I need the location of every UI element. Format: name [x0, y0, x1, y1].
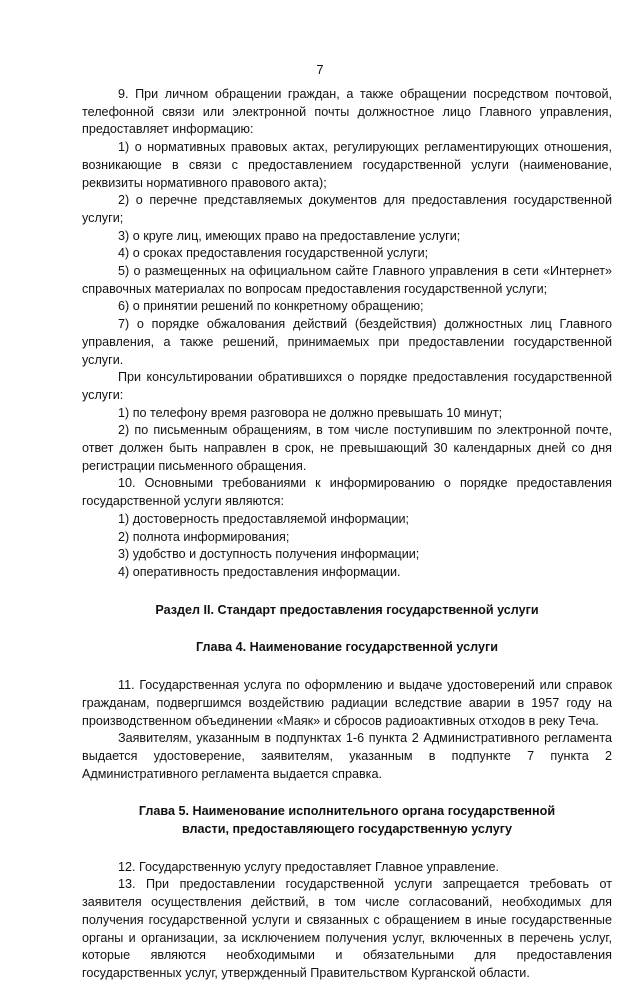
chapter-heading: Глава 4. Наименование государственной услуги [196, 640, 498, 655]
list-item: 4) оперативность предоставления информации. [118, 564, 401, 579]
document-body [82, 86, 612, 983]
list-item: 1) достоверность предоставляемой информации; [118, 511, 410, 526]
list-item: 4) о сроках предоставления государственной услуги; [118, 246, 429, 261]
chapter-heading-line: Глава 5. Наименование исполнительного органа государственной [138, 804, 556, 819]
paragraph: Заявителям, указанным в подпунктах 1-6 пункта 2 Административного регламента выдается удостоверение, заявителям, указанным в подпункте 7 пункта 2 Административного регламента выдается справка. [82, 731, 612, 781]
list-item: 2) по письменным обращениям, в том числе поступившим по электронной почте, ответ должен быть направлен в срок, не превышающий 30 календарных дней со дня регистрации письменного обращения. [82, 423, 612, 473]
chapter-heading-line: власти, предоставляющего государственную услугу [181, 822, 513, 837]
paragraph: При консультировании обратившихся о порядке предоставления государственной услуги: [82, 370, 612, 402]
section-heading: Раздел II. Стандарт предоставления государственной услуги [155, 602, 539, 617]
list-item: 2) полнота информирования; [118, 529, 290, 544]
list-item: 6) о принятии решений по конкретному обращению; [118, 299, 424, 314]
paragraph: 10. Основными требованиями к информированию о порядке предоставления государственной услуги являются: [82, 476, 612, 509]
page-number: 7 [316, 62, 324, 77]
list-item: 1) о нормативных правовых актах, регулирующих регламентирующих отношения, возникающие в связи с предоставлением государственной услуги (наименование, реквизиты нормативного правового акта); [82, 140, 612, 190]
list-item: 5) о размещенных на официальном сайте Главного управления в сети «Интернет» справочных материалах по вопросам предоставления государственной услуги; [82, 264, 612, 296]
paragraph: 13. При предоставлении государственной услуги запрещается требовать от заявителя осуществления действий, в том числе согласований, необходимых для получения государственной услуги и связанных с обращением в иные государственные органы и организации, за исключением получения услуг, включенных в перечень услуг, которые являются необходимыми и обязательными для предоставления государственных услуг, утвержденный Правительством Курганской области. [82, 877, 612, 980]
list-item: 7) о порядке обжалования действий (бездействия) должностных лиц Главного управления, а также решений, принимаемых при предоставлении государственной услуги. [82, 317, 612, 367]
list-item: 3) о круге лиц, имеющих право на предоставление услуги; [118, 228, 461, 243]
paragraph: 11. Государственная услуга по оформлению и выдаче удостоверений или справок гражданам, подвергшимся воздействию радиации вследствие аварии в 1957 году на производственном объединении «Маяк» и сбросов радиоактивных отходов в реку Теча. [82, 678, 612, 728]
paragraph: 9. При личном обращении граждан, а также обращении посредством почтовой, телефонной связи или электронной почты должностное лицо Главного управления, предоставляет информацию: [82, 87, 612, 137]
list-item: 1) по телефону время разговора не должно превышать 10 минут; [118, 405, 503, 420]
list-item: 2) о перечне представляемых документов для предоставления государственной услуги; [82, 193, 612, 225]
paragraph: 12. Государственную услугу предоставляет Главное управление. [118, 859, 500, 874]
list-item: 3) удобство и доступность получения информации; [118, 547, 420, 562]
